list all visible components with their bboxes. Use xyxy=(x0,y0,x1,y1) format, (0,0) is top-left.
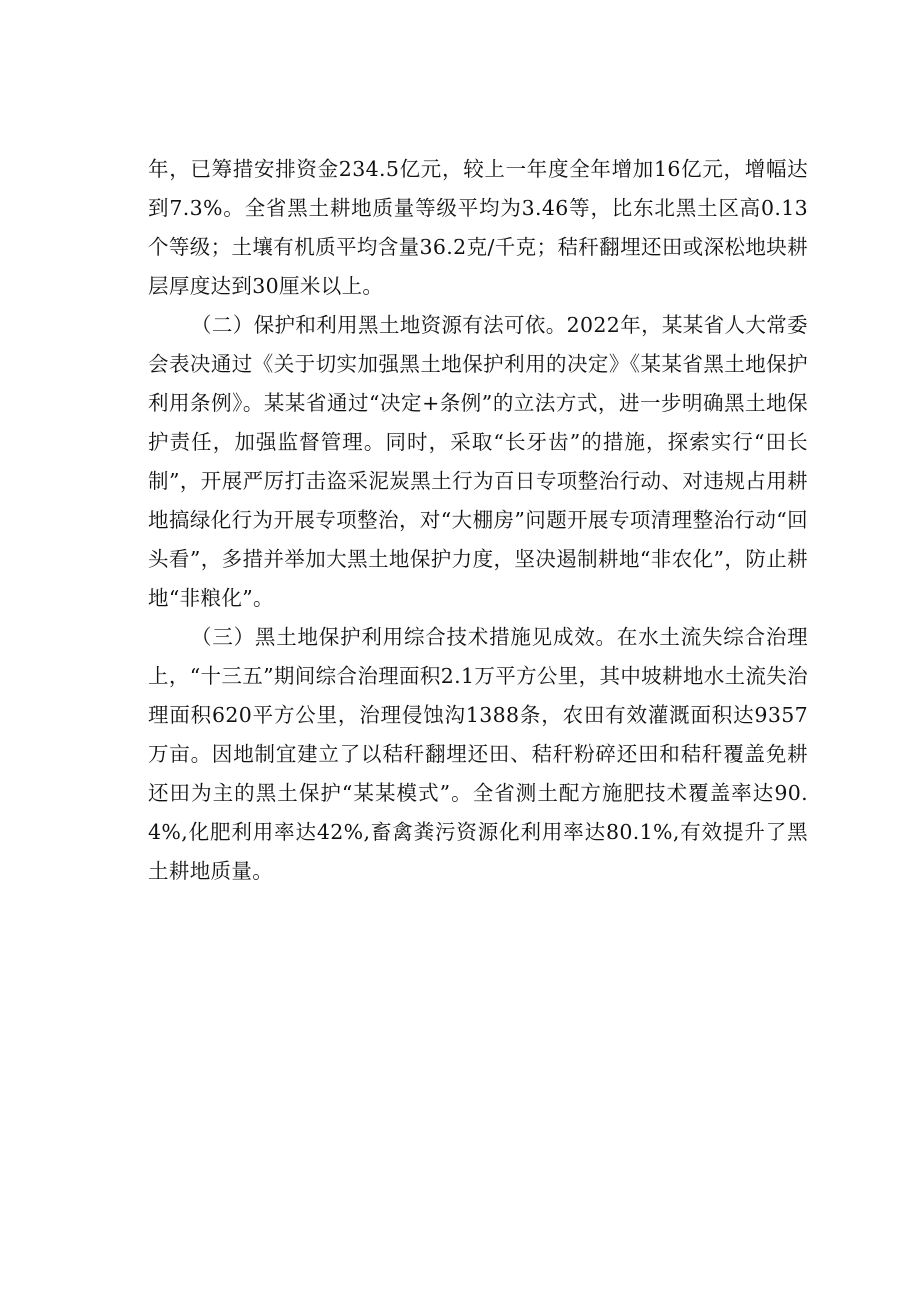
paragraph-funding-quality: 年，已筹措安排资金234.5亿元，较上一年度全年增加16亿元，增幅达到7.3%。全省黑土耕地质量等级平均为3.46等，比东北黑土区高0.13个等级；土壤有机质平均含量36.2克/千克；秸秆翻埋还田或深松地块耕层厚度达到30厘米以上。 xyxy=(148,157,808,298)
document-body xyxy=(148,150,808,891)
paragraph-legal-protection: （二）保护和利用黑土地资源有法可依。2022年，某某省人大常委会表决通过《关于切实加强黑土地保护利用的决定》《某某省黑土地保护利用条例》。某某省通过“决定+条例”的立法方式，进一步明确黑土地保护责任，加强监督管理。同时，采取“长牙齿”的措施，探索实行“田长制”，开展严厉打击盗采泥炭黑土行为百日专项整治行动、对违规占用耕地搞绿化行为开展专项整治，对“大棚房”问题开展专项清理整治行动“回头看”，多措并举加大黑土地保护力度，坚决遏制耕地“非农化”，防止耕地“非粮化”。 xyxy=(148,313,808,610)
paragraph-technical-measures: （三）黑土地保护利用综合技术措施见成效。在水土流失综合治理上，“十三五”期间综合治理面积2.1万平方公里，其中坡耕地水土流失治理面积620平方公里，治理侵蚀沟1388条，农田有效灌溉面积达9357万亩。因地制宜建立了以秸秆翻埋还田、秸秆粉碎还田和秸秆覆盖免耕还田为主的黑土保护“某某模式”。全省测土配方施肥技术覆盖率达90.4%,化肥利用率达42%,畜禽粪污资源化利用率达80.1%,有效提升了黑土耕地质量。 xyxy=(148,625,808,883)
